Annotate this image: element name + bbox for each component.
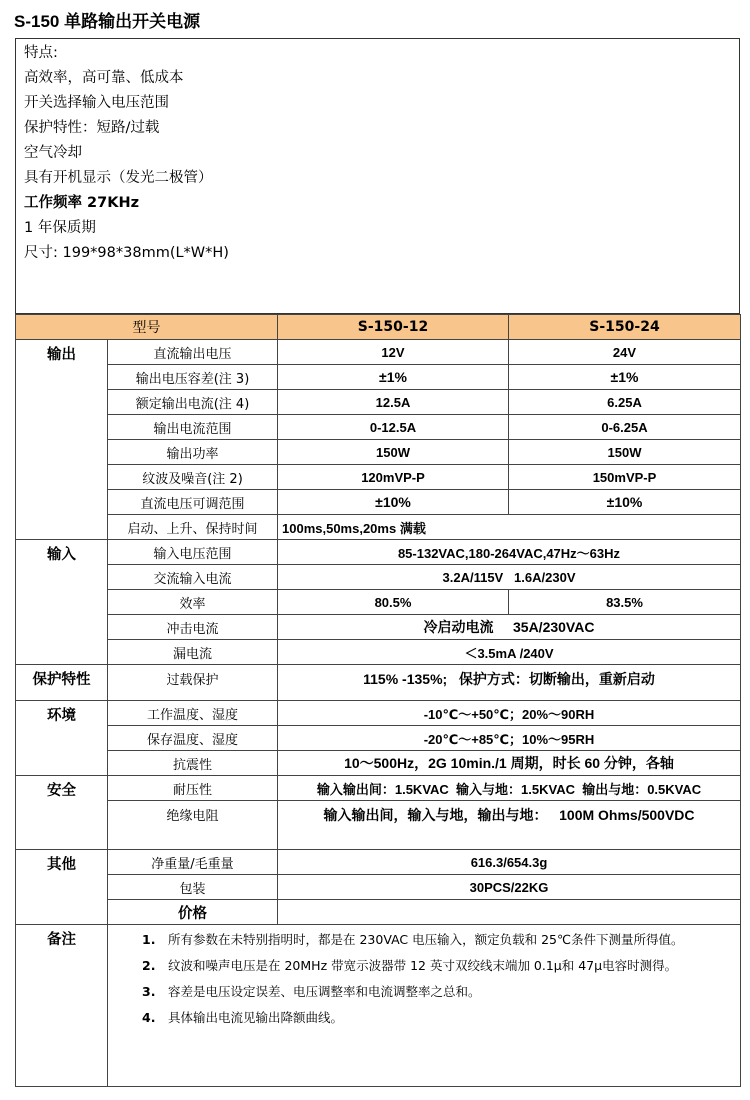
row-value: 6.25A <box>509 390 741 415</box>
row-value: 24V <box>509 340 741 365</box>
table-row <box>16 850 741 875</box>
category-safety: 安全 <box>16 776 108 850</box>
row-label: 包装 <box>108 875 278 900</box>
row-label: 额定输出电流(注 4) <box>108 390 278 415</box>
table-row <box>16 390 741 415</box>
feature-item: 工作频率 27KHz <box>24 195 140 211</box>
page-title: S-150 单路输出开关电源 <box>14 12 201 31</box>
row-label: 纹波及噪音(注 2) <box>108 465 278 490</box>
table-row <box>16 701 741 726</box>
note-text: 具体输出电流见输出降额曲线。 <box>168 1010 344 1025</box>
feature-item: 高效率，高可靠、低成本 <box>24 70 184 86</box>
row-label: 抗震性 <box>108 751 278 776</box>
row-value: 10～500Hz，2G 10min./1 周期，时长 60 分钟，各轴 <box>278 751 741 776</box>
row-value: 输入输出间：1.5KVAC 输入与地：1.5KVAC 输出与地：0.5KVAC <box>278 776 741 801</box>
note-number: 3. <box>142 984 156 999</box>
row-label: 交流输入电流 <box>108 565 278 590</box>
note-item <box>142 927 740 953</box>
row-value: 150W <box>509 440 741 465</box>
feature-item: 具有开机显示（发光二极管） <box>24 170 213 186</box>
row-value: 616.3/654.3g <box>278 850 741 875</box>
category-protection: 保护特性 <box>16 665 108 701</box>
row-value <box>278 900 741 925</box>
table-row <box>16 365 741 390</box>
note-text: 容差是电压设定误差、电压调整率和电流调整率之总和。 <box>168 984 481 999</box>
feature-item: 空气冷却 <box>24 145 82 161</box>
row-value: 85-132VAC,180-264VAC,47Hz～63Hz <box>278 540 741 565</box>
note-text: 所有参数在未特别指明时，都是在 230VAC 电压输入，额定负载和 25℃条件下测量所得值。 <box>168 932 684 947</box>
row-value: ±1% <box>509 365 741 390</box>
row-value: ＜3.5mA /240V <box>278 640 741 665</box>
category-other: 其他 <box>16 850 108 925</box>
row-value: 120mVP-P <box>278 465 509 490</box>
table-row <box>16 540 741 565</box>
row-value: 83.5% <box>509 590 741 615</box>
note-item <box>142 979 740 1005</box>
row-label: 绝缘电阻 <box>108 801 278 850</box>
table-row <box>16 925 741 1087</box>
row-label: 漏电流 <box>108 640 278 665</box>
model-col1-header: S-150-12 <box>278 315 509 340</box>
table-row <box>16 590 741 615</box>
table-row <box>16 801 741 850</box>
note-item <box>142 1005 740 1031</box>
row-value: 12.5A <box>278 390 509 415</box>
row-value: 0-6.25A <box>509 415 741 440</box>
table-row <box>16 751 741 776</box>
row-value: -10℃～+50℃；20%～90RH <box>278 701 741 726</box>
row-value: 12V <box>278 340 509 365</box>
table-row <box>16 490 741 515</box>
row-value: 100ms,50ms,20ms 满载 <box>278 515 741 540</box>
row-value: 冷启动电流 35A/230VAC <box>278 615 741 640</box>
table-row <box>16 776 741 801</box>
table-row <box>16 515 741 540</box>
category-notes: 备注 <box>16 925 108 1087</box>
model-col2-header: S-150-24 <box>509 315 741 340</box>
row-label: 直流输出电压 <box>108 340 278 365</box>
note-text: 纹波和噪声电压是在 20MHz 带宽示波器带 12 英寸双绞线末端加 0.1μ和 47μ电容时测得。 <box>168 958 678 973</box>
table-row <box>16 900 741 925</box>
table-row <box>16 726 741 751</box>
notes-cell <box>108 925 741 1087</box>
category-environment: 环境 <box>16 701 108 776</box>
category-input: 输入 <box>16 540 108 665</box>
row-value: 输入输出间，输入与地，输出与地： 100M Ohms/500VDC <box>278 801 741 850</box>
features-box <box>15 38 740 314</box>
row-label: 工作温度、湿度 <box>108 701 278 726</box>
features-heading: 特点: <box>24 45 58 61</box>
row-value: 30PCS/22KG <box>278 875 741 900</box>
feature-item: 保护特性：短路/过载 <box>24 120 160 136</box>
table-row <box>16 665 741 701</box>
row-value: 150mVP-P <box>509 465 741 490</box>
table-row <box>16 440 741 465</box>
row-label: 启动、上升、保持时间 <box>108 515 278 540</box>
model-header: 型号 <box>16 315 278 340</box>
row-label: 输出功率 <box>108 440 278 465</box>
feature-item: 尺寸: 199*98*38mm(L*W*H) <box>24 245 229 261</box>
feature-item: 1 年保质期 <box>24 220 96 236</box>
row-label: 输入电压范围 <box>108 540 278 565</box>
row-value: 80.5% <box>278 590 509 615</box>
row-value: ±10% <box>278 490 509 515</box>
row-value: 115% -135%; 保护方式：切断输出，重新启动 <box>278 665 741 701</box>
category-output: 输出 <box>16 340 108 540</box>
row-label: 净重量/毛重量 <box>108 850 278 875</box>
row-value: ±1% <box>278 365 509 390</box>
note-item <box>142 953 740 979</box>
table-row <box>16 875 741 900</box>
table-row <box>16 640 741 665</box>
row-label: 输出电流范围 <box>108 415 278 440</box>
table-header-row <box>16 315 741 340</box>
row-label: 冲击电流 <box>108 615 278 640</box>
row-label: 保存温度、湿度 <box>108 726 278 751</box>
row-value: 150W <box>278 440 509 465</box>
note-number: 2. <box>142 958 156 973</box>
row-label: 过载保护 <box>108 665 278 701</box>
row-label: 效率 <box>108 590 278 615</box>
row-value: -20℃～+85℃；10%～95RH <box>278 726 741 751</box>
feature-item: 开关选择输入电压范围 <box>24 95 169 111</box>
table-row <box>16 565 741 590</box>
row-value: 0-12.5A <box>278 415 509 440</box>
table-row <box>16 340 741 365</box>
spec-table <box>15 314 741 1087</box>
table-row <box>16 415 741 440</box>
row-label: 耐压性 <box>108 776 278 801</box>
row-label: 输出电压容差(注 3) <box>108 365 278 390</box>
note-number: 1. <box>142 932 156 947</box>
row-value: ±10% <box>509 490 741 515</box>
note-number: 4. <box>142 1010 156 1025</box>
row-value: 3.2A/115V 1.6A/230V <box>278 565 741 590</box>
table-row <box>16 615 741 640</box>
table-row <box>16 465 741 490</box>
row-label: 直流电压可调范围 <box>108 490 278 515</box>
row-label: 价格 <box>108 900 278 925</box>
